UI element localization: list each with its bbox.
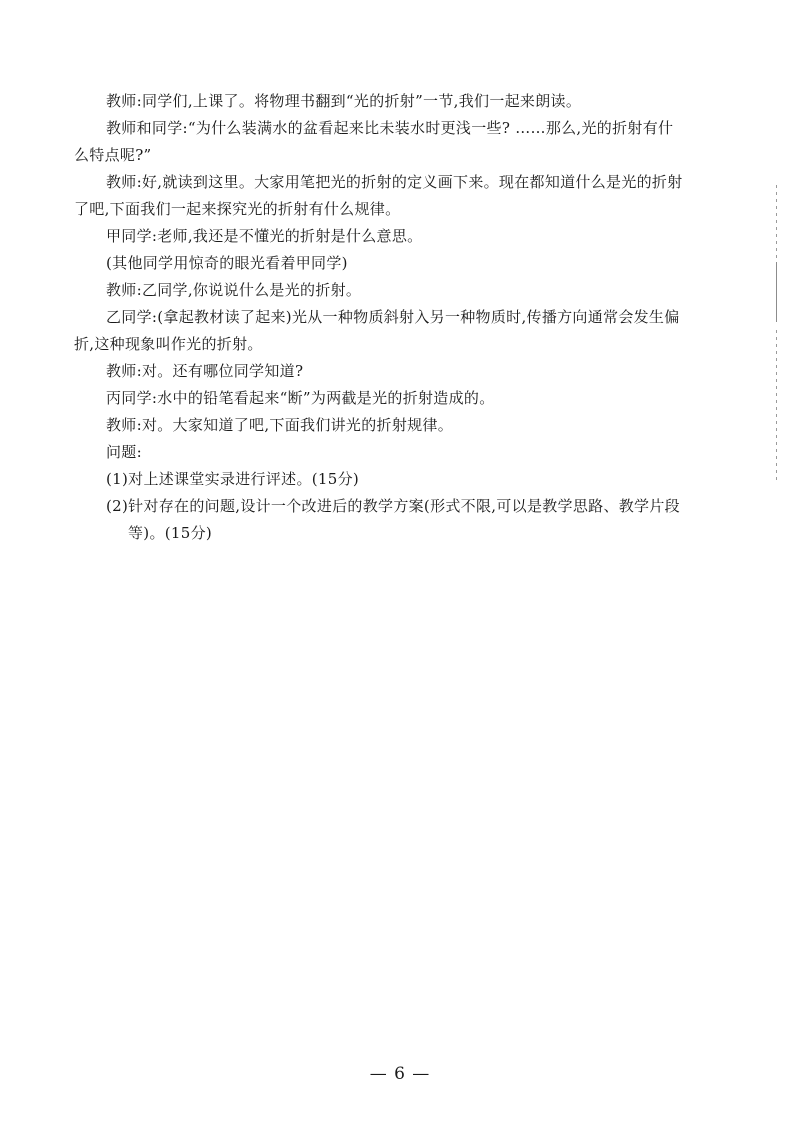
- dialogue-teacher-asks-b: [106, 277, 736, 304]
- text-line: 教师:好,就读到这里。大家用笔把光的折射的定义画下来。现在都知道什么是光的折射: [106, 173, 683, 191]
- text-line: 等)。(15分): [128, 524, 213, 542]
- stage-direction: [106, 250, 736, 277]
- text-line: 丙同学:水中的铅笔看起来“断”为两截是光的折射造成的。: [106, 389, 495, 407]
- page-number: — 6 —: [369, 1064, 431, 1084]
- dialogue-student-a: [106, 223, 736, 250]
- text-line: 教师和同学:“为什么装满水的盆看起来比未装水时更浅一些? ……那么,光的折射有什: [106, 119, 674, 137]
- document-body: [74, 88, 736, 547]
- question-1: [106, 466, 736, 493]
- dialogue-teacher-closing: [106, 412, 736, 439]
- text-line: 教师:乙同学,你说说什么是光的折射。: [106, 281, 362, 299]
- text-line: 教师:对。还有哪位同学知道?: [106, 362, 304, 380]
- dialogue-student-b: [74, 304, 736, 358]
- text-line: 教师:同学们,上课了。将物理书翻到“光的折射”一节,我们一起来朗读。: [106, 92, 582, 110]
- text-line: 折,这种现象叫作光的折射。: [74, 335, 263, 353]
- text-line: 教师:对。大家知道了吧,下面我们讲光的折射规律。: [106, 416, 454, 434]
- text-line: 乙同学:(拿起教材读了起来)光从一种物质斜射入另一种物质时,传播方向通常会发生偏: [106, 308, 680, 326]
- dialogue-student-c: [106, 385, 736, 412]
- questions-label: 问题:: [106, 443, 142, 461]
- scan-edge-mark: [776, 262, 777, 322]
- text-line: (其他同学用惊奇的眼光看着甲同学): [106, 254, 348, 272]
- dialogue-teacher-opening: [106, 88, 736, 115]
- dialogue-teacher-definition: [74, 169, 736, 223]
- text-line: (1)对上述课堂实录进行评述。(15分): [106, 470, 360, 488]
- dialogue-teacher-asks-others: [106, 358, 736, 385]
- dialogue-teacher-students-reading: [74, 115, 736, 169]
- text-line: 么特点呢?”: [74, 146, 152, 164]
- scan-edge-mark: [776, 330, 777, 480]
- questions-heading: [106, 439, 736, 466]
- question-2: [106, 493, 736, 547]
- text-line: (2)针对存在的问题,设计一个改进后的教学方案(形式不限,可以是教学思路、教学片段: [106, 497, 680, 515]
- text-line: 甲同学:老师,我还是不懂光的折射是什么意思。: [106, 227, 423, 245]
- text-line: 了吧,下面我们一起来探究光的折射有什么规律。: [74, 200, 401, 218]
